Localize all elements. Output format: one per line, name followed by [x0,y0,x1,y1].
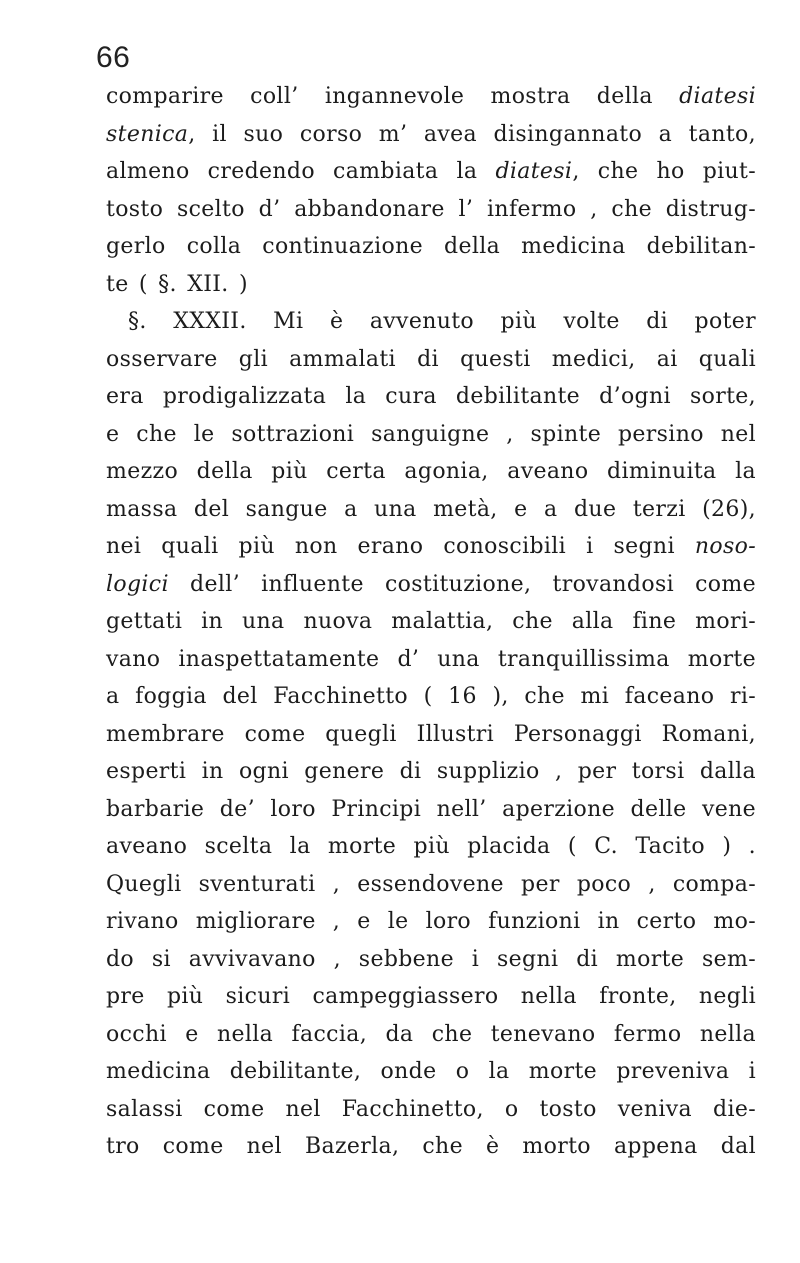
text-run: te ( §. XII. ) [106,271,248,297]
text-line [106,1016,756,1054]
text-run: tro come nel Bazerla, che è morto appena dal [106,1134,756,1159]
text-run: gettati in una nuova malattia, che alla fine mori- [106,609,756,634]
text-run: era prodigalizzata la cura debilitante d’ogni sorte, [106,384,756,409]
italic-text-run: noso- [694,534,756,559]
text-run: occhi e nella faccia, da che tenevano fermo nella [106,1021,756,1047]
text-run: esperti in ogni genere di supplizio , per torsi dalla [106,759,756,784]
text-run: e che le sottrazioni sanguigne , spinte persino nel [106,421,756,447]
text-line [106,791,756,829]
text-run: medicina debilitante, onde o la morte preveniva i [106,1059,756,1084]
text-run: aveano scelta la morte più placida ( C. Tacito ) . [106,834,756,859]
text-line [106,378,756,416]
body-text [106,78,756,1166]
text-line [106,566,756,604]
italic-text-run: stenica [106,121,189,147]
italic-text-run: diatesi [679,84,756,109]
text-run: dell’ influente costituzione, trovandosi come [168,571,756,597]
text-run: , il suo corso m’ avea disingannato a tanto, [188,121,756,147]
text-run: a foggia del Facchinetto ( 16 ), che mi faceano ri- [106,684,756,709]
text-line [106,228,756,266]
text-line [106,903,756,941]
text-run: do si avvivavano , sebbene i segni di morte sem- [106,946,756,972]
text-run: gerlo colla continuazione della medicina debilitan- [106,234,756,259]
text-line [106,78,756,116]
text-run: , che ho piut- [572,159,757,184]
text-line [106,828,756,866]
text-line [106,116,756,154]
text-line [106,528,756,566]
text-run: osservare gli ammalati di questi medici, ai quali [106,346,756,372]
text-run: §. XXXII. Mi è avvenuto più volte di poter [128,309,756,334]
text-line [106,1053,756,1091]
text-run: Quegli sventurati , essendovene per poco , compa- [106,871,756,897]
text-line [106,641,756,679]
text-run: almeno credendo cambiata la [106,159,496,184]
text-line [106,416,756,454]
text-line [106,678,756,716]
text-line [106,453,756,491]
text-run: comparire coll’ ingannevole mostra della [106,84,680,109]
text-run: salassi come nel Facchinetto, o tosto veniva die- [106,1096,756,1122]
text-run: nei quali più non erano conoscibili i segni [106,534,695,559]
page-number: 66 [96,41,131,74]
text-run: vano inaspettatamente d’ una tranquillissima morte [106,646,756,672]
text-line [106,941,756,979]
text-line [106,603,756,641]
text-line [106,753,756,791]
text-line [106,191,756,229]
text-line [106,716,756,754]
text-line [106,266,756,304]
text-line [106,303,756,341]
text-run: membrare come quegli Illustri Personaggi Romani, [106,721,756,747]
text-line [106,1091,756,1129]
text-run: barbarie de’ loro Principi nell’ aperzione delle vene [106,796,756,822]
text-line [106,491,756,529]
text-run: mezzo della più certa agonia, aveano diminuita la [106,459,756,484]
text-run: massa del sangue a una metà, e a due terzi (26), [106,496,756,522]
text-line [106,978,756,1016]
text-run: rivano migliorare , e le loro funzioni in certo mo- [106,909,756,934]
text-line [106,341,756,379]
text-run: pre più sicuri campeggiassero nella fronte, negli [106,984,756,1009]
text-run: tosto scelto d’ abbandonare l’ infermo , che distrug- [106,196,756,222]
text-line [106,1128,756,1166]
italic-text-run: logici [106,571,169,597]
text-line [106,866,756,904]
text-line [106,153,756,191]
italic-text-run: diatesi [495,159,573,184]
